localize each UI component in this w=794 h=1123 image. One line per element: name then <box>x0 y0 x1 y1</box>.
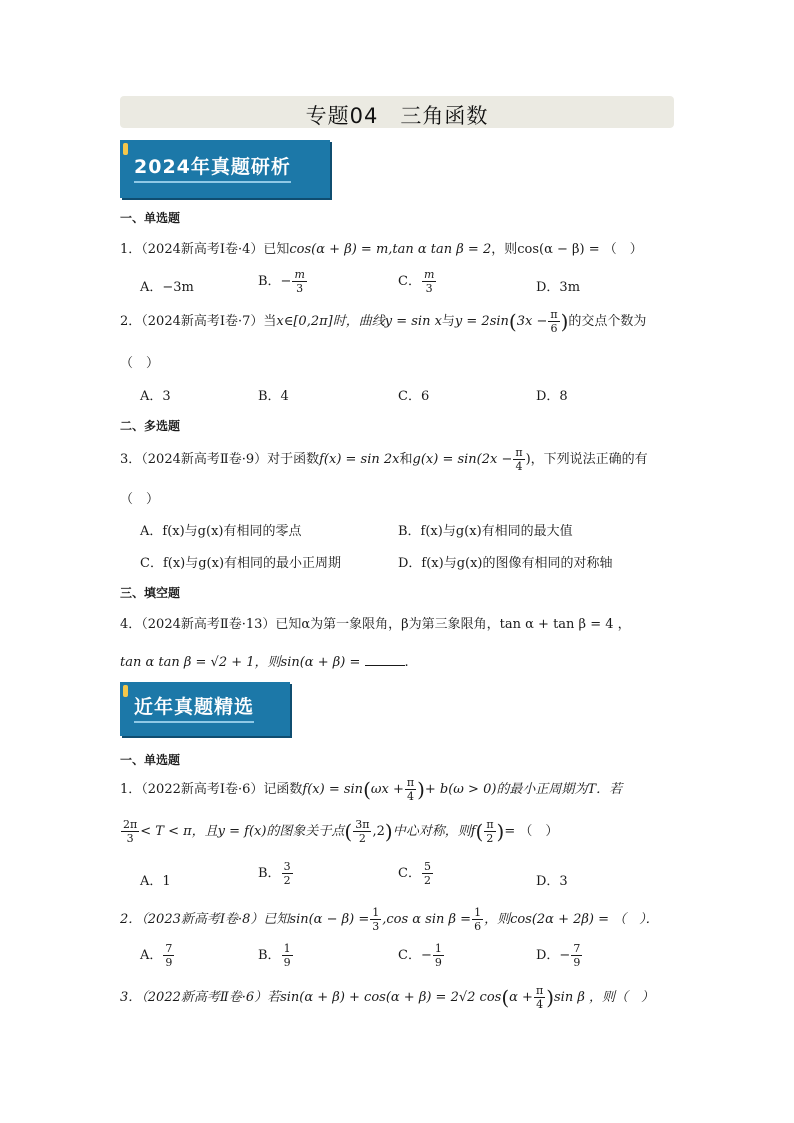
q21-pt-num: 3π <box>355 818 370 831</box>
q1-b-prefix: B．− <box>258 274 292 289</box>
q1-c-den: 3 <box>425 282 433 295</box>
q3-post: )，下列说法正确的有 <box>525 452 648 467</box>
q22-c-num: 1 <box>434 942 442 955</box>
q1-b-den: 3 <box>296 282 304 295</box>
question-3 <box>120 446 648 473</box>
q21-option-a: A．1 <box>140 874 171 889</box>
q3-option-b: B．f(x)与g(x)有相同的最大值 <box>398 524 573 539</box>
q3-g: g(x) = sin(2x − <box>412 452 513 467</box>
q2-pi: π <box>550 308 558 321</box>
banner-recent <box>120 682 290 736</box>
q22-option-c <box>398 942 445 969</box>
section-single-choice: 一、单选题 <box>120 211 181 225</box>
q3-four: 4 <box>515 460 523 473</box>
banner-recent-label: 近年真题精选 <box>134 692 254 723</box>
q3-option-c: C．f(x)与g(x)有相同的最小正周期 <box>140 556 342 571</box>
q22-a-prefix: A． <box>140 948 163 963</box>
q21-l2c: 中心对称，则f <box>392 824 476 839</box>
q21-b-prefix: B． <box>258 866 281 881</box>
q22-option-a <box>140 942 175 969</box>
q1-b-num: m <box>294 268 305 281</box>
q1-prefix: 1．（2024新高考Ⅰ卷·4）已知 <box>120 242 290 257</box>
q22-c-den: 9 <box>434 956 442 969</box>
q23-prefix: 3．（2022新高考Ⅱ卷·6）若sin(α + β) + cos(α + β) = 2√2 cos <box>120 990 502 1005</box>
q2-with: 与 <box>441 314 455 329</box>
q2-curve2-arg: 3x − <box>516 314 548 329</box>
q22-d-prefix: D．− <box>536 948 571 963</box>
q22-a-den: 9 <box>165 956 173 969</box>
q1-option-d: D．3m <box>536 280 581 295</box>
page-title: 专题04 三角函数 <box>305 104 489 128</box>
q21-c-num: 5 <box>423 860 431 873</box>
question-2-1: 1．（2022新高考Ⅰ卷·6）记函数f(x) = sin(ωx + $\frac{\pi}{4}$ )+ b(ω > 0)的最小正周期为T．若 <box>120 776 623 803</box>
q1-ask: cos(α − β) = （ ） <box>517 242 643 257</box>
q23-in: α + <box>509 990 533 1005</box>
q21-ask: = （ ） <box>504 824 559 839</box>
q2-option-b: B．4 <box>258 389 289 404</box>
q22-d1: 3 <box>372 920 380 933</box>
q1-c-prefix: C． <box>398 274 421 289</box>
q21-option-d: D．3 <box>536 874 568 889</box>
q1-mid: ，则 <box>491 242 518 257</box>
q22-b-prefix: B． <box>258 948 281 963</box>
question-4-line1: 4．（2024新高考Ⅱ卷·13）已知α为第一象限角，β为第三象限角，tan α + tan β = 4 ， <box>120 617 631 632</box>
q4-answer-blank[interactable] <box>365 665 405 666</box>
section-single-choice-2: 一、单选题 <box>120 753 181 767</box>
question-2: 2．（2024新高考Ⅰ卷·7）当x∈[0,2π]时，曲线y = sin x与y = 2sin(3x − $\frac{\pi}{6}$ )的交点个数为 <box>120 308 647 335</box>
q22-option-d <box>536 942 583 969</box>
q22-n2: 1 <box>474 906 482 919</box>
q22-post: ，则cos(2α + 2β) = （ ）． <box>484 912 659 927</box>
q2-curve1: y = sin x <box>384 314 442 329</box>
q21-pi: π <box>406 776 415 789</box>
q21-f2-num: π <box>486 818 494 831</box>
q3-paren: （ ） <box>120 492 160 507</box>
q2-paren: （ ） <box>120 356 160 371</box>
q21-f2-den: 2 <box>486 832 494 845</box>
question-4-line2: tan α tan β = √2 + 1，则sin(α + β) = . <box>120 655 409 670</box>
q21-b-num: 3 <box>283 860 291 873</box>
q21-l2a-den: 3 <box>126 832 134 845</box>
q22-b-den: 9 <box>283 956 291 969</box>
q3-f: f(x) = sin 2x <box>319 452 400 467</box>
q3-option-a: A．f(x)与g(x)有相同的零点 <box>140 524 302 539</box>
q22-n1: 1 <box>372 906 380 919</box>
q3-prefix: 3．（2024新高考Ⅱ卷·9）对于函数 <box>120 452 320 467</box>
q1-option-c <box>398 268 437 295</box>
q2-prefix: 2．（2024新高考Ⅰ卷·7）当 <box>120 314 277 329</box>
q2-curve2: y = 2sin <box>454 314 509 329</box>
q21-pt-post: ,2 <box>372 824 385 839</box>
q21-in: ωx + <box>370 782 404 797</box>
q21-c-den: 2 <box>423 874 431 887</box>
section-multi-choice: 二、多选题 <box>120 419 181 433</box>
q4-line2-text: tan α tan β = √2 + 1，则sin(α + β) = <box>120 655 361 670</box>
question-2-3: 3．（2022新高考Ⅱ卷·6）若sin(α + β) + cos(α + β) = 2√2 cos(α + $\frac{\pi}{4}$ )sin β ，则（ ） <box>120 984 654 1011</box>
q21-prefix: 1．（2022新高考Ⅰ卷·6）记函数 <box>120 782 303 797</box>
q3-and: 和 <box>399 452 413 467</box>
section-fill-blank: 三、填空题 <box>120 586 181 600</box>
q22-option-b <box>258 942 294 969</box>
q22-d2: 6 <box>474 920 482 933</box>
q21-c-prefix: C． <box>398 866 421 881</box>
q22-b-num: 1 <box>283 942 291 955</box>
q2-option-c: C．6 <box>398 389 430 404</box>
q21-l2a-num: 2π <box>123 818 138 831</box>
q1-c-num: m <box>423 268 435 281</box>
q2-domain: x∈[0,2π]时，曲线 <box>276 314 385 329</box>
question-2-1-line2: $\frac{2\pi}{3}$ < T < π，且y = f(x)的图象关于点( $\frac{3\pi}{2}$ ,2)中心对称，则f( $\frac{\pi}{2}$ )= （ ） <box>123 818 559 845</box>
q1-option-b <box>258 268 308 295</box>
q22-d-num: 7 <box>573 942 581 955</box>
q23-pi: π <box>535 984 544 997</box>
q1-condition: cos(α + β) = m,tan α tan β = 2 <box>289 242 492 257</box>
question-2-2 <box>120 906 659 933</box>
q2-option-d: D．8 <box>536 389 568 404</box>
question-1 <box>120 238 643 257</box>
q22-d-den: 9 <box>573 956 581 969</box>
banner-2024 <box>120 140 330 198</box>
q23-post: sin β ，则（ ） <box>554 990 654 1005</box>
q21-four: 4 <box>406 790 414 803</box>
q21-pt-den: 2 <box>358 832 366 845</box>
q21-f: f(x) = sin <box>302 782 364 797</box>
q22-prefix: 2．（2023新高考Ⅰ卷·8）已知sin(α − β) = <box>120 912 370 927</box>
q3-option-d: D．f(x)与g(x)的图像有相同的对称轴 <box>398 556 613 571</box>
q21-l2b: < T < π，且y = f(x)的图象关于点 <box>140 824 345 839</box>
q21-option-b <box>258 860 294 887</box>
banner-tab-icon <box>123 685 128 697</box>
title-bar <box>120 96 674 128</box>
q21-b-den: 2 <box>283 874 291 887</box>
banner-2024-label: 2024年真题研析 <box>134 152 291 183</box>
q21-post: + b(ω > 0)的最小正周期为T．若 <box>424 782 623 797</box>
q22-mid: ,cos α sin β = <box>382 912 472 927</box>
banner-tab-icon <box>123 143 128 155</box>
q2-six: 6 <box>550 322 558 335</box>
q2-option-a: A．3 <box>140 389 171 404</box>
q23-four: 4 <box>536 998 544 1011</box>
q2-post: 的交点个数为 <box>568 314 647 329</box>
q21-option-c <box>398 860 434 887</box>
q3-pi: π <box>515 446 523 459</box>
q22-c-prefix: C．− <box>398 948 432 963</box>
q1-option-a: A．−3m <box>140 280 194 295</box>
q22-a-num: 7 <box>165 942 173 955</box>
